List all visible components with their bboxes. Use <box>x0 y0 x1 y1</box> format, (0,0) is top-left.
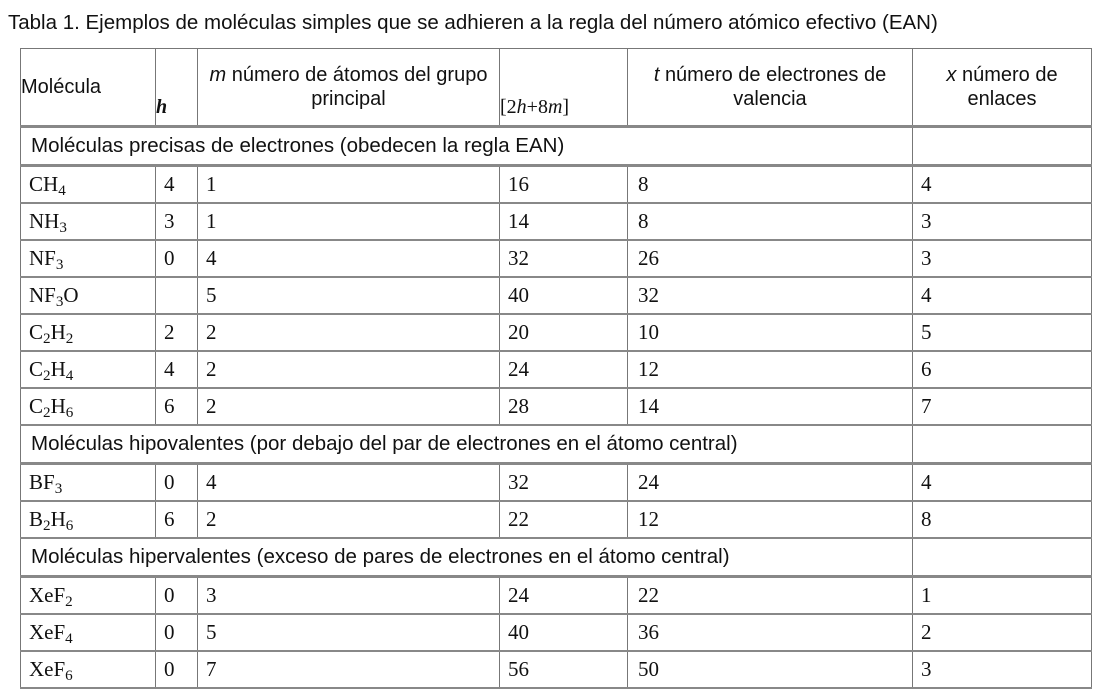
formula-sub: 3 <box>55 257 64 274</box>
cell-t: 22 <box>628 577 913 615</box>
cell-t: 8 <box>628 166 913 204</box>
header-molecula: Molécula <box>21 49 156 127</box>
formula-base: C <box>29 394 44 418</box>
section-title: Moléculas precisas de electrones (obedecen la regla EAN) <box>21 127 913 166</box>
table-row <box>21 240 1092 277</box>
formula-base: CH <box>29 172 59 196</box>
formula-sub: 3 <box>59 220 67 237</box>
cell-m: 3 <box>198 577 500 615</box>
cell-x: 4 <box>913 166 1092 204</box>
cell-h: 3 <box>156 203 198 240</box>
formula-sub: 2 <box>43 368 51 385</box>
table-row <box>21 577 1092 615</box>
cell-h: 0 <box>156 577 198 615</box>
ean-table <box>20 48 1092 689</box>
cell-h: 0 <box>156 464 198 502</box>
cell-h: 0 <box>156 614 198 651</box>
cell-molecula <box>21 651 156 688</box>
cell-2h8m: 16 <box>500 166 628 204</box>
cell-2h8m: 32 <box>500 240 628 277</box>
table-row <box>21 388 1092 425</box>
section-row <box>21 538 1092 577</box>
formula-sub2: 6 <box>65 405 74 422</box>
cell-x: 2 <box>913 614 1092 651</box>
formula-base: BF <box>29 470 55 494</box>
table-row <box>21 277 1092 314</box>
formula-tail: H <box>50 357 66 381</box>
cell-t: 50 <box>628 651 913 688</box>
section-empty-cell <box>913 538 1092 577</box>
formula-sub: 6 <box>65 668 73 685</box>
cell-x: 6 <box>913 351 1092 388</box>
header-x <box>913 49 1092 127</box>
cell-molecula <box>21 388 156 425</box>
cell-x: 5 <box>913 314 1092 351</box>
formula-sub: 3 <box>54 481 63 498</box>
cell-h: 0 <box>156 240 198 277</box>
formula-base: NH <box>29 209 60 233</box>
cell-m: 5 <box>198 614 500 651</box>
cell-x: 4 <box>913 277 1092 314</box>
cell-molecula <box>21 351 156 388</box>
formula-sub: 2 <box>43 331 51 348</box>
cell-t: 32 <box>628 277 913 314</box>
cell-molecula <box>21 577 156 615</box>
formula-base: XeF <box>29 657 66 681</box>
section-empty-cell <box>913 425 1092 464</box>
cell-h: 0 <box>156 651 198 688</box>
cell-2h8m: 28 <box>500 388 628 425</box>
cell-2h8m: 22 <box>500 501 628 538</box>
cell-2h8m: 40 <box>500 277 628 314</box>
cell-m: 1 <box>198 166 500 204</box>
table-caption: Tabla 1. Ejemplos de moléculas simples que se adhieren a la regla del número atómico efectivo (EAN) <box>8 11 938 34</box>
table-row <box>21 464 1092 502</box>
cell-x: 7 <box>913 388 1092 425</box>
header-row <box>21 49 1092 127</box>
formula-sub: 4 <box>58 183 66 200</box>
formula-base: C <box>29 357 44 381</box>
formula-base: NF <box>29 246 56 270</box>
cell-x: 3 <box>913 240 1092 277</box>
cell-t: 10 <box>628 314 913 351</box>
cell-m: 7 <box>198 651 500 688</box>
cell-m: 4 <box>198 240 500 277</box>
cell-m: 1 <box>198 203 500 240</box>
cell-2h8m: 56 <box>500 651 628 688</box>
cell-t: 36 <box>628 614 913 651</box>
formula-tail: H <box>50 507 66 531</box>
header-t-var: t <box>653 64 660 86</box>
header-x-var: x <box>946 64 957 86</box>
table-body <box>21 127 1092 689</box>
table-row <box>21 351 1092 388</box>
table-row <box>21 166 1092 204</box>
cell-t: 26 <box>628 240 913 277</box>
header-x-text: número de enlaces <box>961 64 1058 110</box>
cell-x: 3 <box>913 651 1092 688</box>
cell-molecula <box>21 614 156 651</box>
cell-2h8m: 40 <box>500 614 628 651</box>
cell-h: 2 <box>156 314 198 351</box>
formula-tail: O <box>63 283 79 307</box>
cell-2h8m: 24 <box>500 577 628 615</box>
cell-x: 8 <box>913 501 1092 538</box>
formula-tail: H <box>50 394 66 418</box>
cell-x: 1 <box>913 577 1092 615</box>
cell-h: 4 <box>156 166 198 204</box>
cell-x: 3 <box>913 203 1092 240</box>
section-row <box>21 127 1092 166</box>
formula-sub2: 6 <box>65 518 74 535</box>
cell-h <box>156 277 198 314</box>
cell-2h8m: 20 <box>500 314 628 351</box>
section-title: Moléculas hipovalentes (por debajo del par de electrones en el átomo central) <box>21 425 913 464</box>
formula-sub: 4 <box>65 631 73 648</box>
cell-m: 2 <box>198 501 500 538</box>
cell-m: 2 <box>198 314 500 351</box>
cell-molecula <box>21 240 156 277</box>
table-row <box>21 203 1092 240</box>
cell-h: 6 <box>156 501 198 538</box>
cell-t: 14 <box>628 388 913 425</box>
formula-base: NF <box>29 283 56 307</box>
cell-m: 5 <box>198 277 500 314</box>
cell-molecula <box>21 314 156 351</box>
cell-x: 4 <box>913 464 1092 502</box>
formula-sub2: 4 <box>65 368 74 385</box>
cell-h: 6 <box>156 388 198 425</box>
cell-m: 4 <box>198 464 500 502</box>
table-row <box>21 501 1092 538</box>
header-m-var: m <box>209 64 227 86</box>
cell-molecula <box>21 203 156 240</box>
cell-t: 12 <box>628 351 913 388</box>
cell-molecula <box>21 501 156 538</box>
table-row <box>21 614 1092 651</box>
formula-sub: 2 <box>65 594 73 611</box>
header-2h8m <box>500 49 628 127</box>
formula-sub: 3 <box>55 294 64 311</box>
table-row <box>21 651 1092 688</box>
formula-base: XeF <box>29 620 66 644</box>
cell-h: 4 <box>156 351 198 388</box>
formula-base: XeF <box>29 583 66 607</box>
cell-molecula <box>21 464 156 502</box>
cell-t: 8 <box>628 203 913 240</box>
header-t-text: número de electrones de valencia <box>664 64 887 110</box>
cell-molecula <box>21 166 156 204</box>
header-2h8m-formula: [2h+8m] <box>500 96 570 118</box>
section-row <box>21 425 1092 464</box>
section-empty-cell <box>913 127 1092 166</box>
cell-t: 24 <box>628 464 913 502</box>
cell-m: 2 <box>198 351 500 388</box>
formula-tail: H <box>50 320 66 344</box>
header-h: h <box>156 49 198 127</box>
header-t <box>628 49 913 127</box>
section-title: Moléculas hipervalentes (exceso de pares de electrones en el átomo central) <box>21 538 913 577</box>
formula-base: C <box>29 320 44 344</box>
formula-sub2: 2 <box>65 331 74 348</box>
formula-sub: 2 <box>43 405 51 422</box>
cell-2h8m: 14 <box>500 203 628 240</box>
formula-base: B <box>29 507 44 531</box>
formula-sub: 2 <box>43 518 51 535</box>
header-m <box>198 49 500 127</box>
cell-2h8m: 32 <box>500 464 628 502</box>
header-m-text: número de átomos del grupo principal <box>231 64 488 110</box>
table-row <box>21 314 1092 351</box>
cell-t: 12 <box>628 501 913 538</box>
cell-molecula <box>21 277 156 314</box>
cell-m: 2 <box>198 388 500 425</box>
cell-2h8m: 24 <box>500 351 628 388</box>
